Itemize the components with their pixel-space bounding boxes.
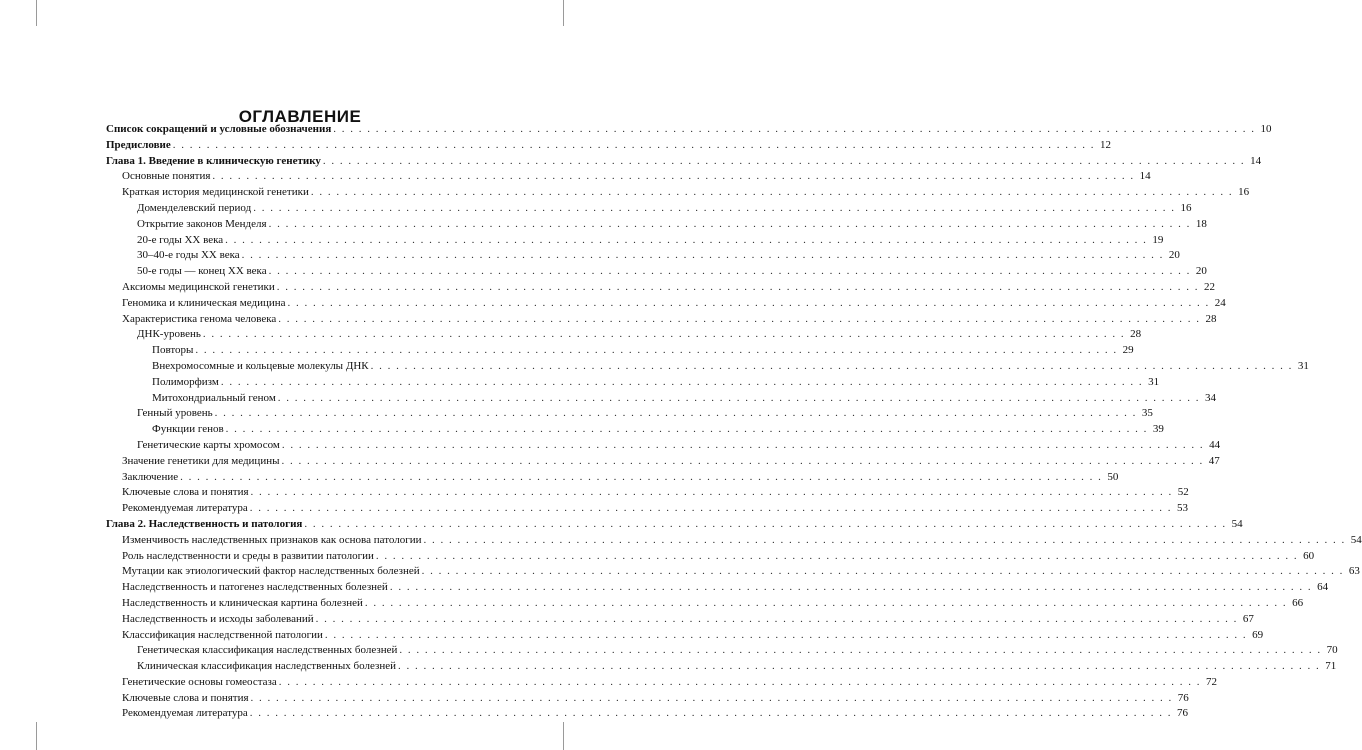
toc-entry-title: Функции генов (152, 423, 224, 436)
toc-entry[interactable] (106, 201, 1192, 217)
toc-entry[interactable] (106, 643, 1338, 659)
dot-leader (253, 201, 1175, 217)
toc-entry-page: 54 (1231, 517, 1243, 530)
toc-entry-page: 47 (1208, 454, 1220, 467)
toc-entry[interactable] (106, 169, 1151, 185)
toc-entry-title: Геномика и клиническая медицина (122, 296, 286, 309)
toc-entry[interactable] (106, 596, 1304, 612)
dot-leader (250, 706, 1172, 722)
toc-entry-page: 10 (1260, 123, 1272, 135)
toc-entry-page: 69 (1252, 628, 1264, 641)
dot-leader (371, 359, 1293, 375)
toc-entry[interactable] (106, 675, 1218, 691)
dot-leader (325, 628, 1247, 644)
toc-entry[interactable] (106, 470, 1119, 486)
dot-leader (250, 501, 1172, 517)
dot-leader (277, 280, 1199, 296)
toc-entry-title: Наследственность и клиническая картина болезней (122, 596, 363, 609)
toc-entry-title: 20-е годы XX века (137, 233, 224, 246)
dot-leader (269, 217, 1191, 233)
crop-mark-top-left (36, 0, 37, 26)
toc-entry-title: Аксиомы медицинской генетики (122, 280, 275, 293)
toc-entry-title: Заключение (122, 470, 179, 483)
toc-entry-title: Ключевые слова и понятия (122, 691, 249, 704)
toc-entry[interactable] (106, 154, 1262, 170)
toc-entry-page: 76 (1177, 707, 1189, 720)
dot-leader (195, 343, 1117, 359)
dot-leader (399, 643, 1321, 659)
toc-entry-page: 16 (1180, 201, 1192, 214)
toc-entry-title: Изменчивость наследственных признаков как основа патологии (122, 533, 422, 546)
dot-leader (311, 185, 1233, 201)
crop-mark-top-right (563, 0, 564, 26)
toc-entry[interactable] (106, 375, 1160, 391)
toc-entry-title: Глава 2. Наследственность и патология (106, 517, 303, 530)
toc-entry-title: Классификация наследственной патологии (122, 628, 323, 641)
page-title: ОГЛАВЛЕНИЕ (238, 107, 362, 127)
dot-leader (288, 296, 1210, 312)
toc-entry-title: Краткая история медицинской генетики (122, 186, 309, 199)
toc-entry-page: 28 (1130, 328, 1142, 341)
toc-entry[interactable] (106, 359, 1309, 375)
toc-entry-page: 29 (1122, 344, 1134, 357)
toc-entry[interactable] (106, 312, 1217, 328)
toc-entry[interactable] (106, 612, 1254, 628)
toc-entry[interactable] (106, 185, 1250, 201)
toc-entry-title: Генетические основы гомеостаза (122, 675, 277, 688)
toc-entry[interactable] (106, 454, 1220, 470)
toc-entry[interactable] (106, 517, 1243, 533)
toc-entry-page: 67 (1242, 612, 1254, 625)
toc-entry-page: 12 (1100, 138, 1112, 151)
toc-entry-title: Генный уровень (137, 407, 213, 420)
toc-entry-title: Список сокращений и условные обозначения (106, 123, 332, 135)
dot-leader (242, 248, 1164, 264)
toc-entry[interactable] (106, 233, 1164, 249)
toc-entry-title: 30–40-е годы XX века (137, 249, 240, 262)
toc-entry[interactable] (106, 549, 1315, 565)
toc-entry[interactable] (106, 422, 1164, 438)
toc-entry-page: 70 (1326, 644, 1338, 657)
dot-leader (398, 659, 1320, 675)
toc-entry[interactable] (106, 327, 1142, 343)
dot-leader (221, 375, 1143, 391)
dot-leader (203, 327, 1125, 343)
dot-leader (424, 533, 1346, 549)
table-of-contents (106, 122, 1362, 722)
toc-entry[interactable] (106, 501, 1189, 517)
toc-entry-title: Ключевые слова и понятия (122, 486, 249, 499)
toc-entry-page: 53 (1177, 502, 1189, 515)
toc-entry[interactable] (106, 138, 1112, 154)
toc-entry[interactable] (106, 217, 1207, 233)
toc-entry-page: 16 (1238, 186, 1250, 199)
toc-entry-page: 76 (1177, 691, 1189, 704)
toc-entry-page: 22 (1204, 280, 1216, 293)
dot-leader (173, 138, 1095, 154)
toc-entry-page: 66 (1292, 596, 1304, 609)
toc-entry-title: ДНК-уровень (137, 328, 201, 341)
toc-entry-page: 72 (1206, 675, 1218, 688)
dot-leader (278, 312, 1200, 328)
toc-entry-page: 60 (1303, 549, 1315, 562)
toc-entry-title: Роль наследственности и среды в развитии патологии (122, 549, 374, 562)
toc-entry-title: Рекомендуемая литература (122, 707, 248, 720)
dot-leader (269, 264, 1191, 280)
toc-entry-page: 31 (1148, 375, 1160, 388)
toc-entry[interactable] (106, 406, 1153, 422)
toc-entry-page: 39 (1152, 423, 1164, 436)
toc-entry-page: 20 (1168, 249, 1180, 262)
dot-leader (365, 596, 1287, 612)
toc-entry-page: 14 (1250, 154, 1262, 167)
dot-leader (215, 406, 1137, 422)
toc-entry-title: Клиническая классификация наследственных болезней (137, 660, 396, 673)
toc-entry-page: 52 (1177, 486, 1189, 499)
toc-entry-page: 14 (1139, 170, 1151, 183)
toc-entry-title: Открытие законов Менделя (137, 217, 267, 230)
toc-entry-page: 34 (1205, 391, 1217, 404)
toc-entry-page: 18 (1195, 217, 1207, 230)
toc-entry[interactable] (106, 264, 1207, 280)
toc-entry[interactable] (106, 438, 1221, 454)
toc-entry-title: Генетические карты хромосом (137, 438, 280, 451)
toc-entry-page: 24 (1214, 296, 1226, 309)
dot-leader (390, 580, 1312, 596)
toc-entry-title: Внехромосомные и кольцевые молекулы ДНК (152, 359, 369, 372)
toc-entry-title: Рекомендуемая литература (122, 502, 248, 515)
toc-entry-title: Генетическая классификация наследственных болезней (137, 644, 398, 657)
toc-entry[interactable] (106, 564, 1360, 580)
toc-entry[interactable] (106, 248, 1180, 264)
toc-entry-title: Митохондриальный геном (152, 391, 276, 404)
toc-entry[interactable] (106, 580, 1329, 596)
dot-leader (180, 470, 1102, 486)
toc-entry-title: Глава 1. Введение в клиническую генетику (106, 154, 321, 167)
toc-entry-page: 19 (1152, 233, 1164, 246)
crop-mark-bottom-left (36, 722, 37, 750)
toc-entry-title: Полиморфизм (152, 375, 219, 388)
dot-leader (279, 675, 1201, 691)
toc-entry[interactable] (106, 533, 1362, 549)
toc-entry[interactable] (106, 628, 1264, 644)
toc-entry[interactable] (106, 485, 1189, 501)
dot-leader (323, 154, 1245, 170)
toc-entry-title: Доменделевский период (137, 201, 252, 214)
toc-entry-title: Значение генетики для медицины (122, 454, 280, 467)
toc-entry-title: Мутации как этиологический фактор наследственных болезней (122, 565, 420, 578)
dot-leader (251, 691, 1173, 707)
toc-entry-page: 71 (1325, 660, 1337, 673)
dot-leader (316, 612, 1238, 628)
dot-leader (304, 517, 1226, 533)
toc-entry-page: 64 (1317, 581, 1329, 594)
toc-entry-title: Характеристика генома человека (122, 312, 277, 325)
dot-leader (281, 454, 1203, 470)
toc-entry-page: 20 (1195, 265, 1207, 278)
dot-leader (333, 122, 1255, 138)
toc-entry-page: 31 (1297, 359, 1309, 372)
toc-entry[interactable] (106, 659, 1337, 675)
toc-entry-page: 28 (1205, 312, 1217, 325)
crop-mark-bottom-right (563, 722, 564, 750)
toc-entry-title: Наследственность и патогенез наследственных болезней (122, 581, 388, 594)
dot-leader (282, 438, 1204, 454)
toc-entry-title: Основные понятия (122, 170, 211, 183)
toc-entry-page: 35 (1141, 407, 1153, 420)
dot-leader (278, 391, 1200, 407)
toc-entry[interactable] (106, 691, 1189, 707)
toc-entry[interactable] (106, 296, 1226, 312)
toc-entry-title: Предисловие (106, 138, 171, 151)
toc-entry-page: 54 (1350, 533, 1362, 546)
toc-entry-title: 50-е годы — конец XX века (137, 265, 267, 278)
toc-entry-title: Повторы (152, 344, 194, 357)
dot-leader (251, 485, 1173, 501)
dot-leader (376, 549, 1298, 565)
toc-entry[interactable] (106, 343, 1134, 359)
toc-entry-title: Наследственность и исходы заболеваний (122, 612, 314, 625)
dot-leader (225, 233, 1147, 249)
toc-entry[interactable] (106, 280, 1216, 296)
toc-entry-page: 63 (1348, 565, 1360, 578)
toc-entry[interactable] (106, 706, 1189, 722)
toc-entry-page: 50 (1107, 470, 1119, 483)
toc-entry[interactable] (106, 122, 1272, 138)
dot-leader (422, 564, 1344, 580)
dot-leader (212, 169, 1134, 185)
dot-leader (226, 422, 1148, 438)
toc-entry[interactable] (106, 391, 1217, 407)
toc-entry-page: 44 (1209, 438, 1221, 451)
